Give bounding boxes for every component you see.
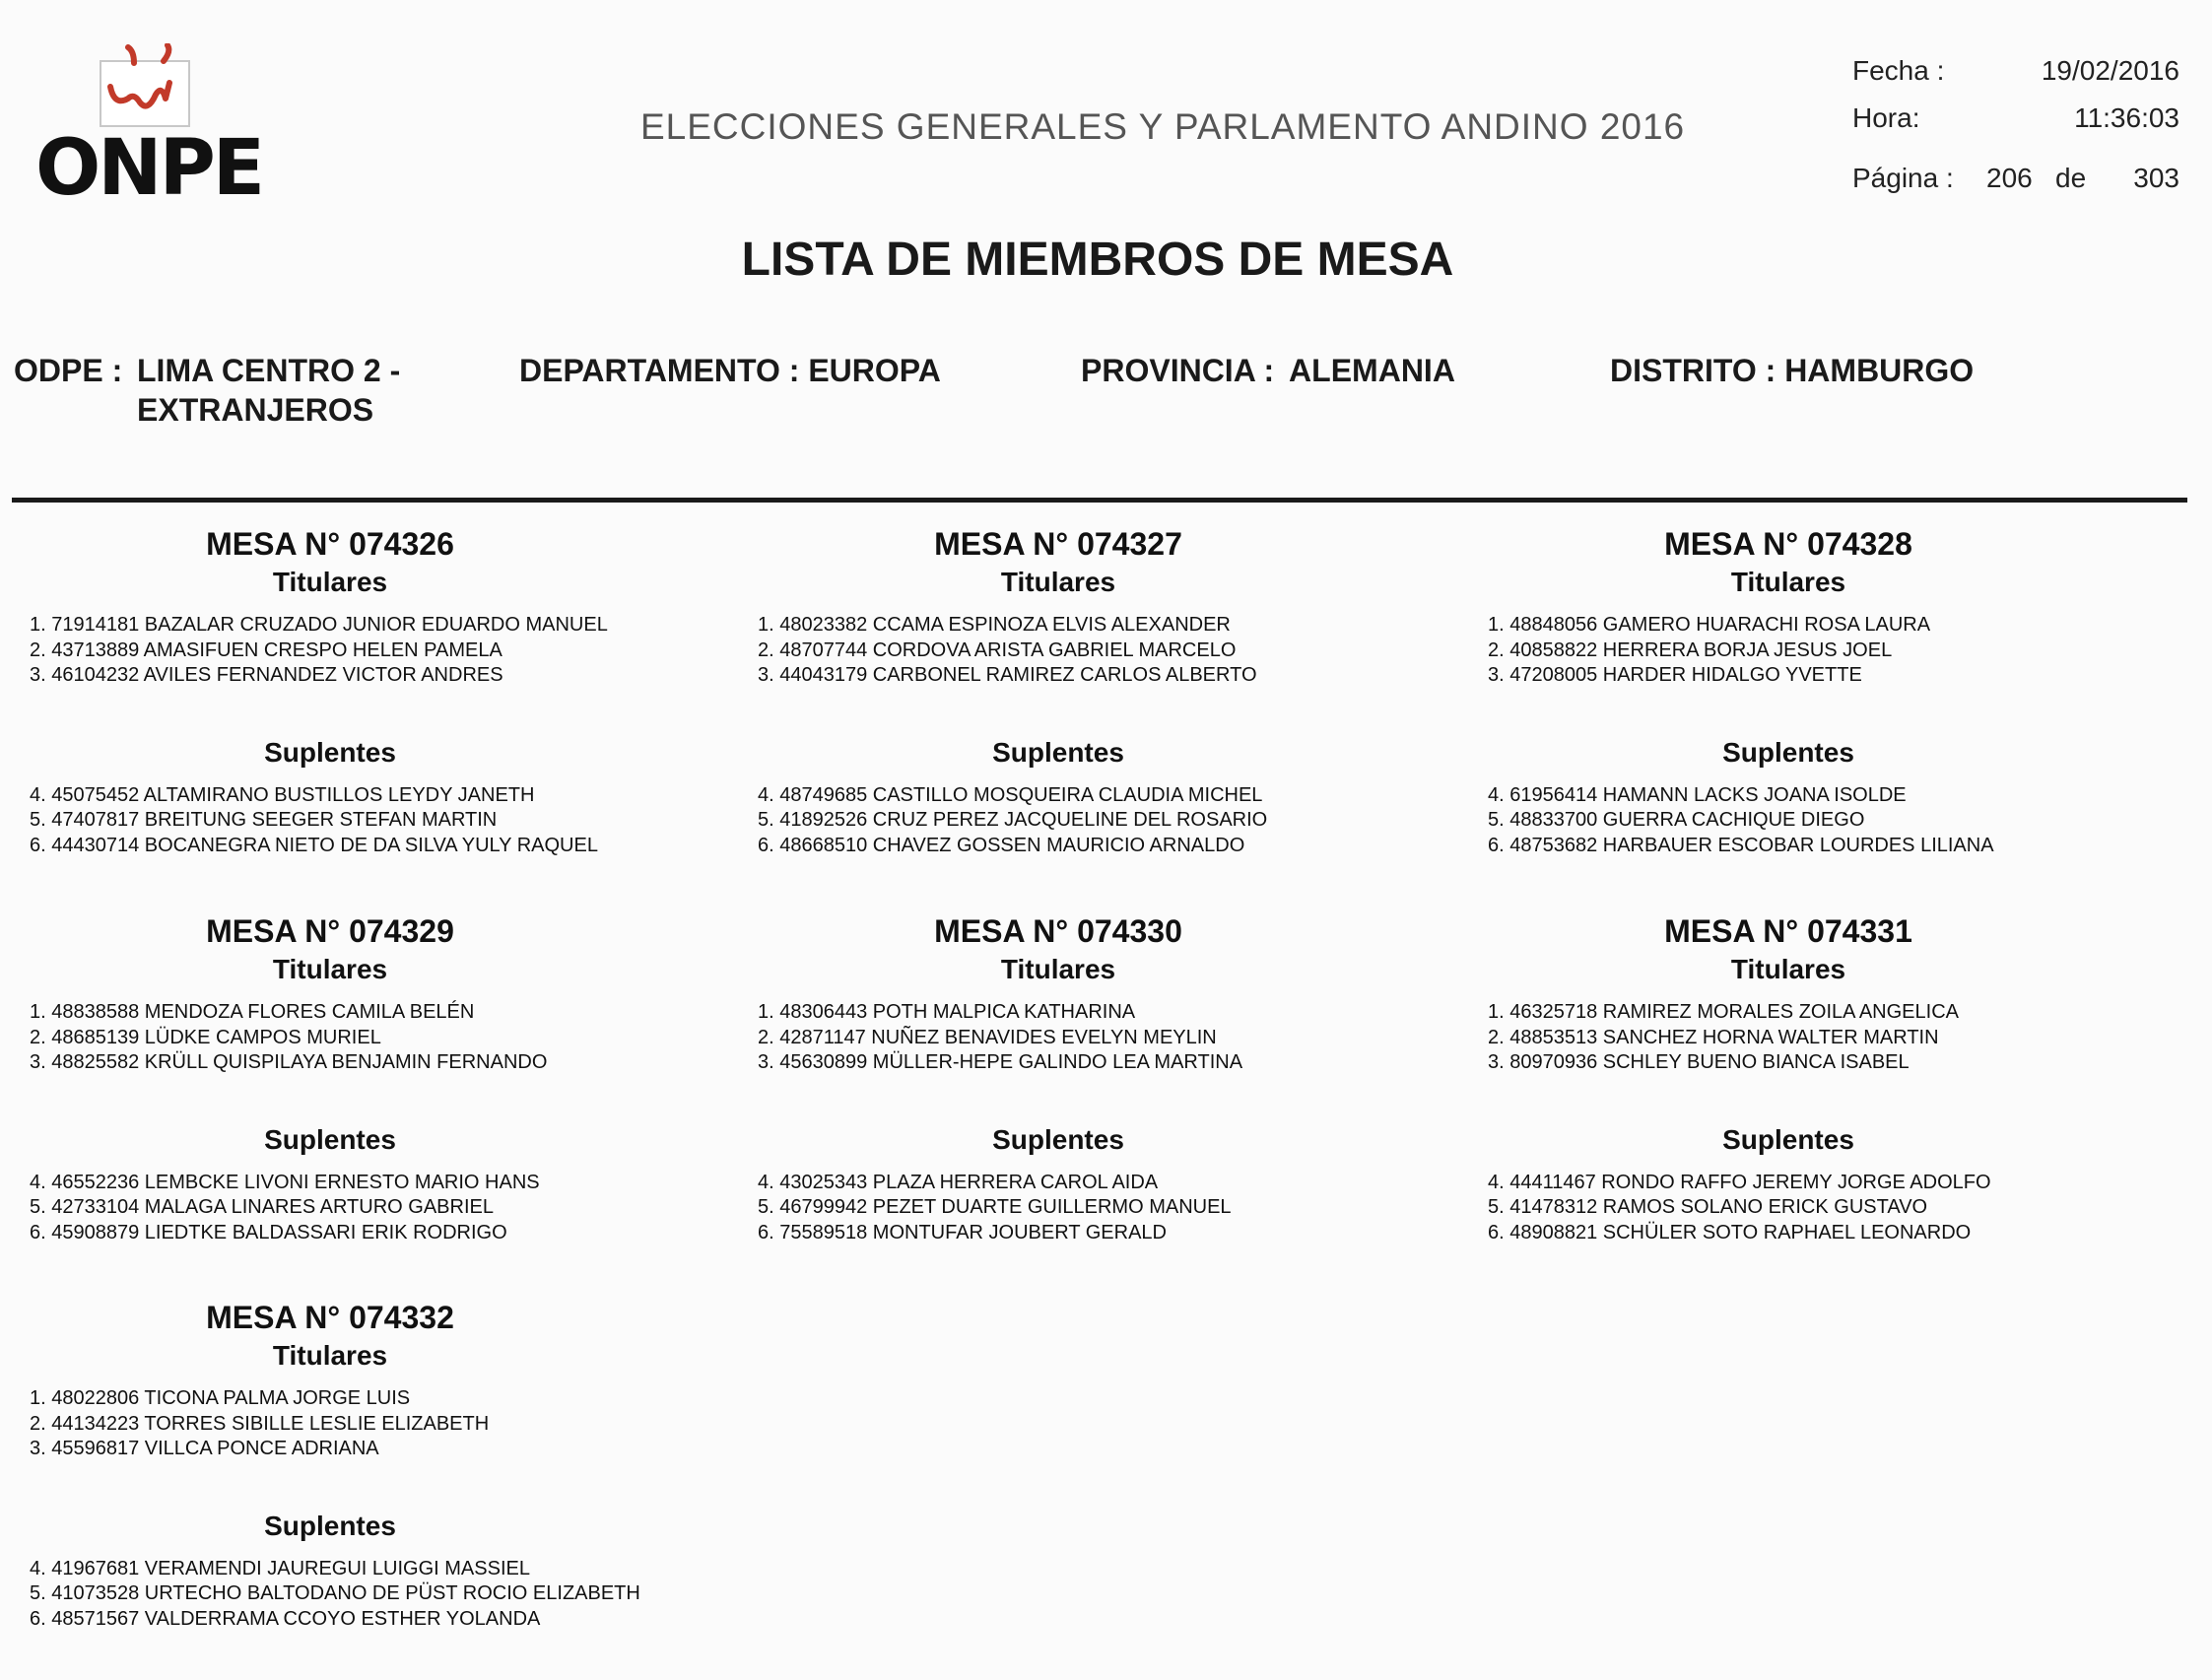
list-item: 2. 43713889 AMASIFUEN CRESPO HELEN PAMELA bbox=[30, 638, 503, 661]
mesa-block bbox=[30, 1298, 640, 1632]
list-item: 5. 42733104 MALAGA LINARES ARTURO GABRIEL bbox=[30, 1196, 494, 1218]
de-label: de bbox=[2055, 163, 2087, 193]
titulares-heading: Titulares bbox=[1000, 567, 1116, 597]
suplentes-heading: Suplentes bbox=[992, 1123, 1124, 1155]
mesa-title: MESA N° 074327 bbox=[934, 526, 1182, 562]
distrito-field bbox=[1610, 353, 1974, 389]
titulares-list bbox=[1488, 613, 2099, 689]
total-paginas: 303 bbox=[2133, 163, 2179, 193]
mesa-title: MESA N° 074326 bbox=[206, 526, 454, 562]
list-item: 2. 42871147 NUÑEZ BENAVIDES EVELYN MEYLIN bbox=[758, 1026, 1217, 1048]
list-item: 5. 41892526 CRUZ PEREZ JACQUELINE DEL ROSARIO bbox=[758, 809, 1268, 831]
titulares-list bbox=[30, 613, 640, 689]
pagina-label: Página : bbox=[1852, 163, 1954, 193]
list-item: 6. 45908879 LIEDTKE BALDASSARI ERIK RODRIGO bbox=[30, 1221, 507, 1243]
titulares-heading: Titulares bbox=[1730, 567, 1846, 597]
mesa-block bbox=[1488, 524, 2099, 858]
mesa-title: MESA N° 074329 bbox=[206, 913, 454, 949]
list-item: 6. 44430714 BOCANEGRA NIETO DE DA SILVA YULY RAQUEL bbox=[30, 834, 598, 856]
list-item: 5. 46799942 PEZET DUARTE GUILLERMO MANUEL bbox=[758, 1196, 1232, 1218]
departamento-label: DEPARTAMENTO : bbox=[519, 353, 800, 388]
odpe-label: ODPE : bbox=[14, 353, 123, 388]
suplentes-heading: Suplentes bbox=[992, 736, 1124, 768]
provincia-value: ALEMANIA bbox=[1289, 353, 1455, 388]
distrito-value: HAMBURGO bbox=[1784, 353, 1975, 388]
election-title: ELECCIONES GENERALES Y PARLAMENTO ANDINO 2016 bbox=[640, 106, 1686, 147]
logo-text: ONPE bbox=[35, 124, 263, 213]
header-divider bbox=[12, 498, 2187, 503]
list-item: 4. 48749685 CASTILLO MOSQUEIRA CLAUDIA MICHEL bbox=[758, 783, 1263, 806]
mesa-block bbox=[1488, 911, 2099, 1245]
list-item: 1. 46325718 RAMIREZ MORALES ZOILA ANGELICA bbox=[1488, 1001, 1959, 1023]
meta-pagina bbox=[1852, 163, 2179, 198]
suplentes-heading: Suplentes bbox=[264, 1123, 396, 1155]
suplentes-list bbox=[1488, 1171, 2099, 1246]
list-item: 5. 41478312 RAMOS SOLANO ERICK GUSTAVO bbox=[1488, 1196, 1928, 1218]
list-item: 2. 48685139 LÜDKE CAMPOS MURIEL bbox=[30, 1026, 381, 1048]
pagina-value: 206 bbox=[1986, 163, 2033, 193]
onpe-logo bbox=[35, 43, 262, 211]
page-title: LISTA DE MIEMBROS DE MESA bbox=[741, 234, 1454, 286]
mesa-title: MESA N° 074330 bbox=[934, 913, 1182, 949]
mesa-block bbox=[758, 911, 1369, 1245]
list-item: 1. 48023382 CCAMA ESPINOZA ELVIS ALEXANDER bbox=[758, 614, 1231, 636]
titulares-list bbox=[758, 1000, 1369, 1076]
titulares-list bbox=[30, 1386, 640, 1462]
provincia-field bbox=[1081, 353, 1455, 389]
titulares-heading: Titulares bbox=[272, 1340, 388, 1371]
titulares-heading: Titulares bbox=[272, 567, 388, 597]
list-item: 4. 61956414 HAMANN LACKS JOANA ISOLDE bbox=[1488, 783, 1907, 806]
mesa-title: MESA N° 074328 bbox=[1664, 526, 1912, 562]
list-item: 4. 45075452 ALTAMIRANO BUSTILLOS LEYDY JANETH bbox=[30, 783, 535, 806]
list-item: 6. 48753682 HARBAUER ESCOBAR LOURDES LILIANA bbox=[1488, 834, 1994, 856]
list-item: 3. 48825582 KRÜLL QUISPILAYA BENJAMIN FERNANDO bbox=[30, 1051, 548, 1073]
suplentes-list bbox=[758, 1171, 1369, 1246]
list-item: 1. 48306443 POTH MALPICA KATHARINA bbox=[758, 1001, 1136, 1023]
list-item: 3. 46104232 AVILES FERNANDEZ VICTOR ANDRES bbox=[30, 664, 503, 686]
suplentes-list bbox=[30, 1171, 640, 1246]
hora-value: 11:36:03 bbox=[2074, 102, 2179, 133]
fecha-label: Fecha : bbox=[1852, 55, 1945, 86]
mesa-block bbox=[758, 524, 1369, 858]
list-item: 2. 40858822 HERRERA BORJA JESUS JOEL bbox=[1488, 638, 1893, 661]
titulares-heading: Titulares bbox=[1730, 954, 1846, 984]
list-item: 3. 45596817 VILLCA PONCE ADRIANA bbox=[30, 1438, 379, 1459]
list-item: 4. 43025343 PLAZA HERRERA CAROL AIDA bbox=[758, 1171, 1159, 1193]
titulares-heading: Titulares bbox=[1000, 954, 1116, 984]
meta-fecha bbox=[1852, 55, 2179, 91]
list-item: 1. 48848056 GAMERO HUARACHI ROSA LAURA bbox=[1488, 614, 1931, 636]
list-item: 3. 47208005 HARDER HIDALGO YVETTE bbox=[1488, 664, 1862, 686]
list-item: 6. 48571567 VALDERRAMA CCOYO ESTHER YOLANDA bbox=[30, 1607, 541, 1630]
departamento-value: EUROPA bbox=[808, 353, 941, 388]
list-item: 6. 48908821 SCHÜLER SOTO RAPHAEL LEONARDO bbox=[1488, 1221, 1972, 1243]
list-item: 5. 48833700 GUERRA CACHIQUE DIEGO bbox=[1488, 809, 1865, 831]
ballot-hand-icon bbox=[95, 43, 213, 132]
odpe-value-line1: LIMA CENTRO 2 - bbox=[137, 353, 401, 388]
list-item: 1. 48838588 MENDOZA FLORES CAMILA BELÉN bbox=[30, 1001, 475, 1023]
list-item: 4. 41967681 VERAMENDI JAUREGUI LUIGGI MASSIEL bbox=[30, 1557, 530, 1579]
list-item: 4. 46552236 LEMBCKE LIVONI ERNESTO MARIO HANS bbox=[30, 1171, 540, 1193]
meta-hora bbox=[1852, 102, 2179, 138]
provincia-label: PROVINCIA : bbox=[1081, 353, 1275, 388]
list-item: 1. 71914181 BAZALAR CRUZADO JUNIOR EDUARDO MANUEL bbox=[30, 614, 608, 636]
suplentes-list bbox=[1488, 783, 2099, 859]
titulares-list bbox=[1488, 1000, 2099, 1076]
suplentes-list bbox=[30, 1557, 640, 1633]
list-item: 2. 44134223 TORRES SIBILLE LESLIE ELIZABETH bbox=[30, 1412, 490, 1435]
suplentes-heading: Suplentes bbox=[264, 1510, 396, 1541]
odpe-value-line2: EXTRANJEROS bbox=[137, 392, 374, 428]
hora-label: Hora: bbox=[1852, 102, 1920, 133]
list-item: 1. 48022806 TICONA PALMA JORGE LUIS bbox=[30, 1387, 411, 1409]
list-item: 3. 45630899 MÜLLER-HEPE GALINDO LEA MARTINA bbox=[758, 1051, 1243, 1073]
fecha-value: 19/02/2016 bbox=[2041, 55, 2179, 86]
suplentes-list bbox=[30, 783, 640, 859]
distrito-label: DISTRITO : bbox=[1610, 353, 1776, 388]
titulares-heading: Titulares bbox=[272, 954, 388, 984]
titulares-list bbox=[758, 613, 1369, 689]
suplentes-heading: Suplentes bbox=[264, 736, 396, 768]
mesa-title: MESA N° 074331 bbox=[1664, 913, 1912, 949]
mesa-block bbox=[30, 524, 640, 858]
titulares-list bbox=[30, 1000, 640, 1076]
list-item: 5. 47407817 BREITUNG SEEGER STEFAN MARTIN bbox=[30, 809, 498, 831]
suplentes-list bbox=[758, 783, 1369, 859]
list-item: 6. 75589518 MONTUFAR JOUBERT GERALD bbox=[758, 1221, 1167, 1243]
mesa-block bbox=[30, 911, 640, 1245]
list-item: 3. 44043179 CARBONEL RAMIREZ CARLOS ALBERTO bbox=[758, 664, 1257, 686]
odpe-field bbox=[14, 353, 401, 428]
mesa-title: MESA N° 074332 bbox=[206, 1300, 454, 1335]
list-item: 6. 48668510 CHAVEZ GOSSEN MAURICIO ARNALDO bbox=[758, 834, 1245, 856]
departamento-field bbox=[519, 353, 941, 389]
suplentes-heading: Suplentes bbox=[1722, 736, 1854, 768]
suplentes-heading: Suplentes bbox=[1722, 1123, 1854, 1155]
list-item: 5. 41073528 URTECHO BALTODANO DE PÜST ROCIO ELIZABETH bbox=[30, 1582, 640, 1604]
list-item: 4. 44411467 RONDO RAFFO JEREMY JORGE ADOLFO bbox=[1488, 1171, 1991, 1193]
list-item: 2. 48707744 CORDOVA ARISTA GABRIEL MARCELO bbox=[758, 638, 1237, 661]
list-item: 3. 80970936 SCHLEY BUENO BIANCA ISABEL bbox=[1488, 1051, 1910, 1073]
list-item: 2. 48853513 SANCHEZ HORNA WALTER MARTIN bbox=[1488, 1026, 1939, 1048]
